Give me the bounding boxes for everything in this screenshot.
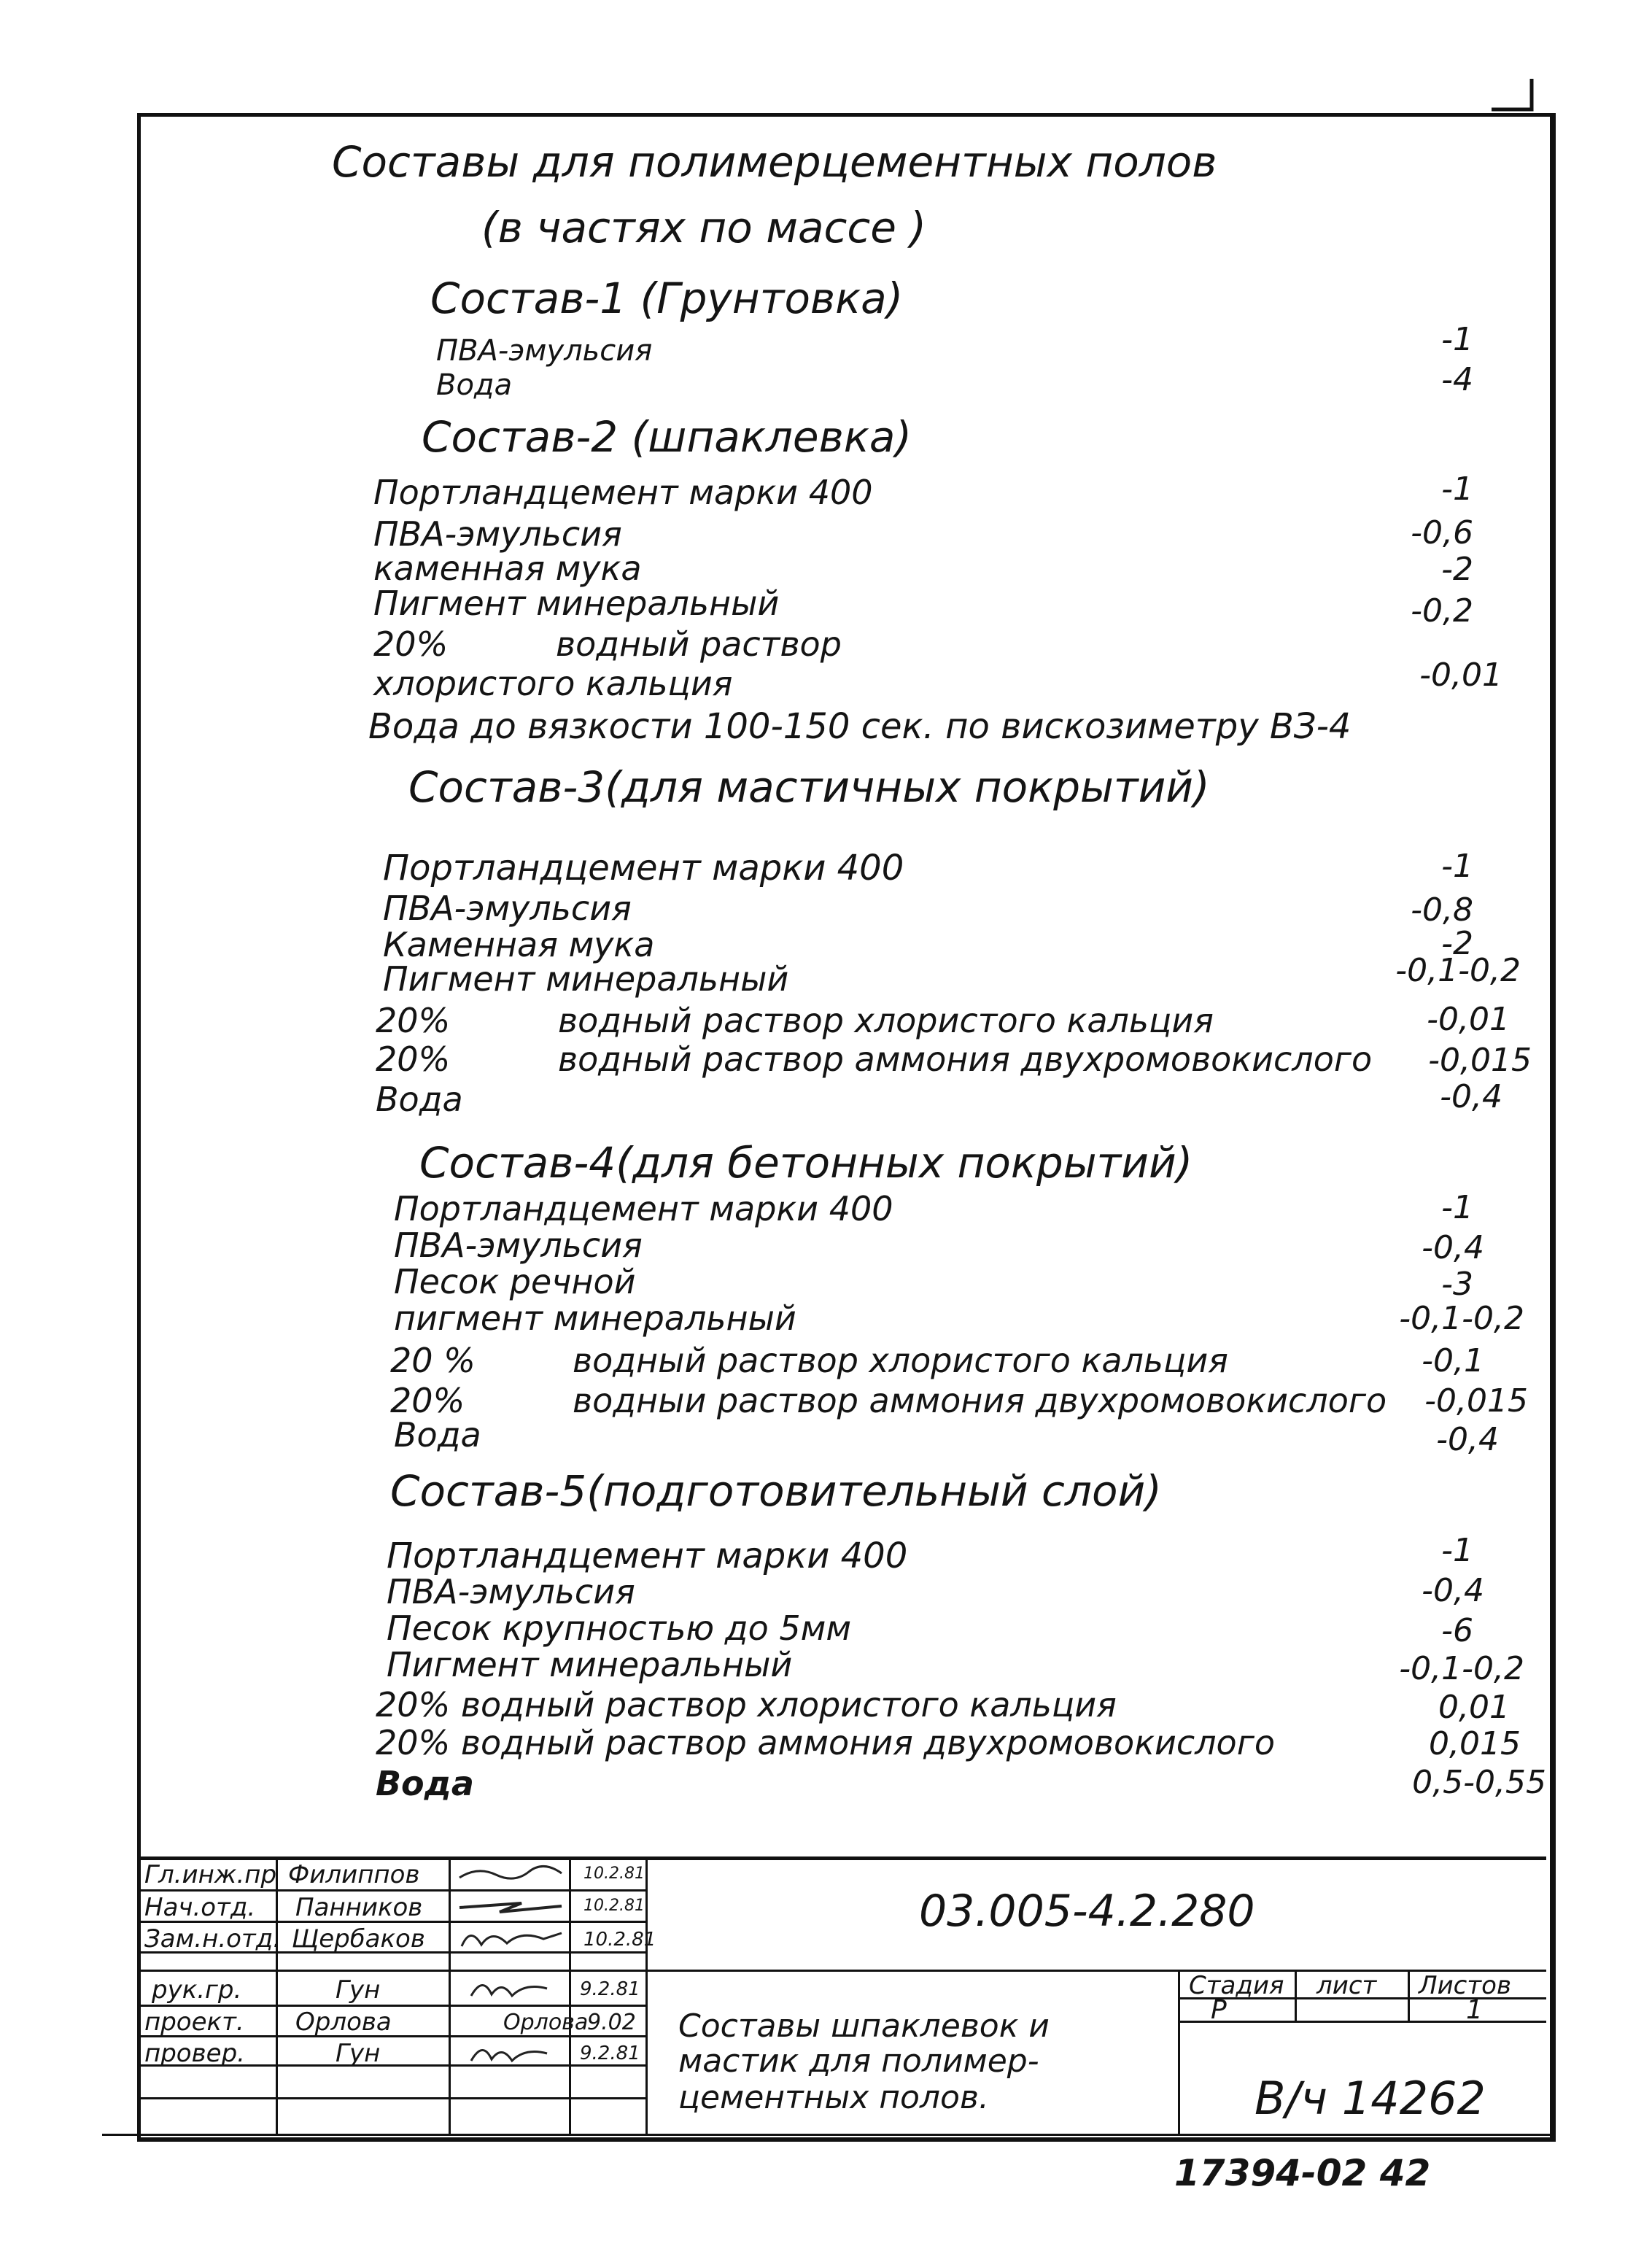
- title-block-rule: [141, 1889, 645, 1892]
- ingredient-value: 0,5-0,55: [1412, 1764, 1546, 1801]
- section-heading-3: Состав-3(для мастичных покрытий): [408, 762, 1210, 812]
- title-block-rule: [141, 2005, 645, 2007]
- ingredient-value: 0,01: [1438, 1689, 1510, 1726]
- ingredient-value: -2: [1441, 551, 1473, 588]
- ingredient-value: -1: [1441, 1189, 1473, 1226]
- ingredient-value: -1: [1441, 321, 1473, 358]
- stage-value: Р: [1211, 1995, 1227, 2025]
- ingredient-line: [390, 1381, 1387, 1420]
- percent-label: 20%: [376, 1001, 451, 1040]
- ingredient-name: 20% водный раствор хлористого кальция: [376, 1685, 1117, 1724]
- stamp-date: 9.2.81: [580, 2043, 640, 2064]
- title-block-divider: [1295, 1970, 1297, 2021]
- ingredient-name: ПВА-эмульсия: [383, 888, 632, 928]
- sheets-label: Листов: [1419, 1971, 1512, 2000]
- ingredient-name: хлористого кальция: [373, 664, 733, 703]
- ingredient-name: водный раствор хлористого кальция: [573, 1341, 1228, 1380]
- drawing-title-line: цементных полов.: [678, 2079, 989, 2116]
- ingredient-name: Портландцемент марки 400: [394, 1189, 893, 1228]
- signature-image: [467, 2040, 554, 2067]
- ingredient-name: Вода: [376, 1080, 463, 1119]
- stamp-name: Гун: [336, 2039, 381, 2068]
- ingredient-name: Портландцемент марки 400: [373, 473, 873, 512]
- signature-image: [456, 1894, 565, 1921]
- signature-image: [456, 1862, 565, 1888]
- drawing-title-line: мастик для полимер-: [678, 2043, 1039, 2080]
- signature-image: [456, 1924, 565, 1951]
- signature-name: Орлова: [503, 2010, 589, 2035]
- ingredient-name: Вода до вязкости 100-150 сек. по вискозиметру ВЗ-4: [368, 706, 1352, 747]
- organization-code: В/ч 14262: [1254, 2072, 1486, 2125]
- page-title: Составы для полимерцементных полов: [332, 137, 1217, 187]
- ingredient-value: -0,4: [1436, 1421, 1499, 1458]
- ingredient-name: Портландцемент марки 400: [383, 848, 904, 888]
- stage-label: Стадия: [1189, 1971, 1284, 2000]
- page-subtitle: (в частях по массе ): [481, 203, 927, 252]
- stamp-date: 9.2.81: [580, 1978, 640, 2000]
- signature-image: [467, 1975, 554, 2002]
- stamp-name: Филиппов: [288, 1860, 420, 1889]
- percent-label: 20%: [376, 1039, 451, 1079]
- stamp-role: Зам.н.отд.: [144, 1924, 282, 1954]
- ingredient-name: Песок крупностью до 5мм: [387, 1608, 852, 1648]
- ingredient-name: пигмент минеральный: [394, 1298, 796, 1338]
- stamp-name: Гун: [336, 1975, 381, 2005]
- ingredient-value: -1: [1441, 471, 1473, 508]
- ingredient-line: [390, 1341, 1228, 1380]
- ingredient-name: Портландцемент марки 400: [387, 1536, 908, 1576]
- stamp-name: Щербаков: [292, 1924, 425, 1954]
- ingredient-value: -0,4: [1422, 1229, 1484, 1266]
- ingredient-value: -0,015: [1424, 1382, 1528, 1420]
- ingredient-name: ПВА-эмульсия: [394, 1226, 643, 1265]
- corner-fold-mark: [1488, 73, 1539, 117]
- percent-label: 20 %: [390, 1341, 476, 1380]
- ingredient-value: -0,1-0,2: [1399, 1650, 1524, 1687]
- ingredient-value: -4: [1441, 361, 1473, 398]
- title-block-divider: [276, 1856, 278, 2134]
- ingredient-name: ПВА-эмульсия: [387, 1572, 635, 1611]
- ingredient-value: -0,8: [1411, 891, 1473, 929]
- stamp-date: 9.02: [587, 2010, 636, 2035]
- ingredient-line: [376, 1039, 1372, 1079]
- title-block-divider: [569, 1856, 571, 2134]
- stamp-date: 10.2.81: [583, 1929, 656, 1951]
- stamp-role: провер.: [144, 2039, 245, 2068]
- stamp-name: Панников: [295, 1893, 423, 1922]
- ingredient-value: -0,4: [1422, 1572, 1484, 1609]
- stamp-role: Гл.инж.пр: [144, 1860, 277, 1889]
- document-number: 03.005-4.2.280: [919, 1886, 1255, 1937]
- ingredient-name: водный раствор: [556, 624, 842, 664]
- ingredient-value: -3: [1441, 1266, 1473, 1303]
- ingredient-value: -0,01: [1427, 1001, 1510, 1038]
- title-block-rule: [1178, 2021, 1546, 2023]
- ingredient-name: 20% водный раствор аммония двухромовокислого: [376, 1723, 1276, 1762]
- stamp-role: Нач.отд.: [144, 1893, 256, 1922]
- ingredient-value: -1: [1441, 848, 1473, 885]
- ingredient-name: Каменная мука: [383, 925, 655, 964]
- ingredient-name: Песок речной: [394, 1262, 636, 1301]
- section-heading-2: Состав-2 (шпаклевка): [422, 412, 912, 462]
- stamp-date: 10.2.81: [583, 1865, 645, 1883]
- ingredient-name: водный раствор аммония двухромовокислого: [558, 1039, 1373, 1079]
- ingredient-value: -0,01: [1419, 657, 1502, 694]
- title-block-divider: [449, 1856, 451, 2134]
- ingredient-value: 0,015: [1429, 1725, 1521, 1762]
- ingredient-value: -0,6: [1411, 514, 1473, 551]
- stamp-date: 10.2.81: [583, 1897, 645, 1915]
- title-block-bottom-rule: [102, 2134, 1554, 2136]
- ingredient-line: [376, 1001, 1214, 1040]
- section-heading-1: Состав-1 (Грунтовка): [430, 274, 904, 323]
- ingredient-value: -0,1: [1422, 1342, 1484, 1379]
- ingredient-name: ПВА-эмульсия: [436, 334, 653, 368]
- section-heading-5: Состав-5(подготовительный слой): [390, 1466, 1162, 1516]
- ingredient-name: Пигмент минеральный: [373, 584, 780, 623]
- sheets-value: 1: [1466, 1995, 1483, 2025]
- ingredient-name: Вода: [376, 1764, 474, 1803]
- drawing-title-line: Составы шпаклевок и: [678, 2007, 1050, 2045]
- ingredient-name: Пигмент минеральный: [383, 959, 789, 999]
- ingredient-value: -0,1-0,2: [1399, 1300, 1524, 1337]
- ingredient-name: водныи раствор аммония двухромовокислого: [573, 1381, 1387, 1420]
- ingredient-name: Пигмент минеральный: [387, 1645, 793, 1684]
- ingredient-value: -2: [1441, 925, 1473, 962]
- percent-label: 20%: [373, 624, 449, 664]
- title-block-divider: [645, 1856, 648, 2134]
- percent-label: 20%: [390, 1381, 465, 1420]
- ingredient-name: Вода: [394, 1415, 481, 1455]
- title-block-divider: [1408, 1970, 1410, 2021]
- ingredient-value: -0,1-0,2: [1395, 952, 1521, 989]
- ingredient-name: Вода: [436, 368, 513, 402]
- ingredient-line: [373, 624, 842, 664]
- section-heading-4: Состав-4(для бетонных покрытий): [419, 1138, 1193, 1188]
- title-block-rule: [141, 2097, 645, 2099]
- stamp-role: проект.: [144, 2007, 244, 2037]
- title-block-divider: [1178, 1970, 1180, 2134]
- ingredient-name: каменная мука: [373, 549, 642, 588]
- ingredient-value: -0,2: [1411, 592, 1473, 630]
- archive-code: 17394-02 42: [1174, 2152, 1431, 2194]
- ingredient-value: -6: [1441, 1612, 1473, 1649]
- ingredient-value: -0,015: [1428, 1042, 1532, 1079]
- sheet-label: лист: [1316, 1971, 1377, 2000]
- stamp-role: рук.гр.: [152, 1975, 242, 2005]
- ingredient-name: ПВА-эмульсия: [373, 514, 622, 554]
- ingredient-value: -0,4: [1440, 1078, 1502, 1115]
- stamp-name: Орлова: [295, 2007, 392, 2037]
- ingredient-name: водный раствор хлористого кальция: [558, 1001, 1214, 1040]
- ingredient-value: -1: [1441, 1532, 1473, 1569]
